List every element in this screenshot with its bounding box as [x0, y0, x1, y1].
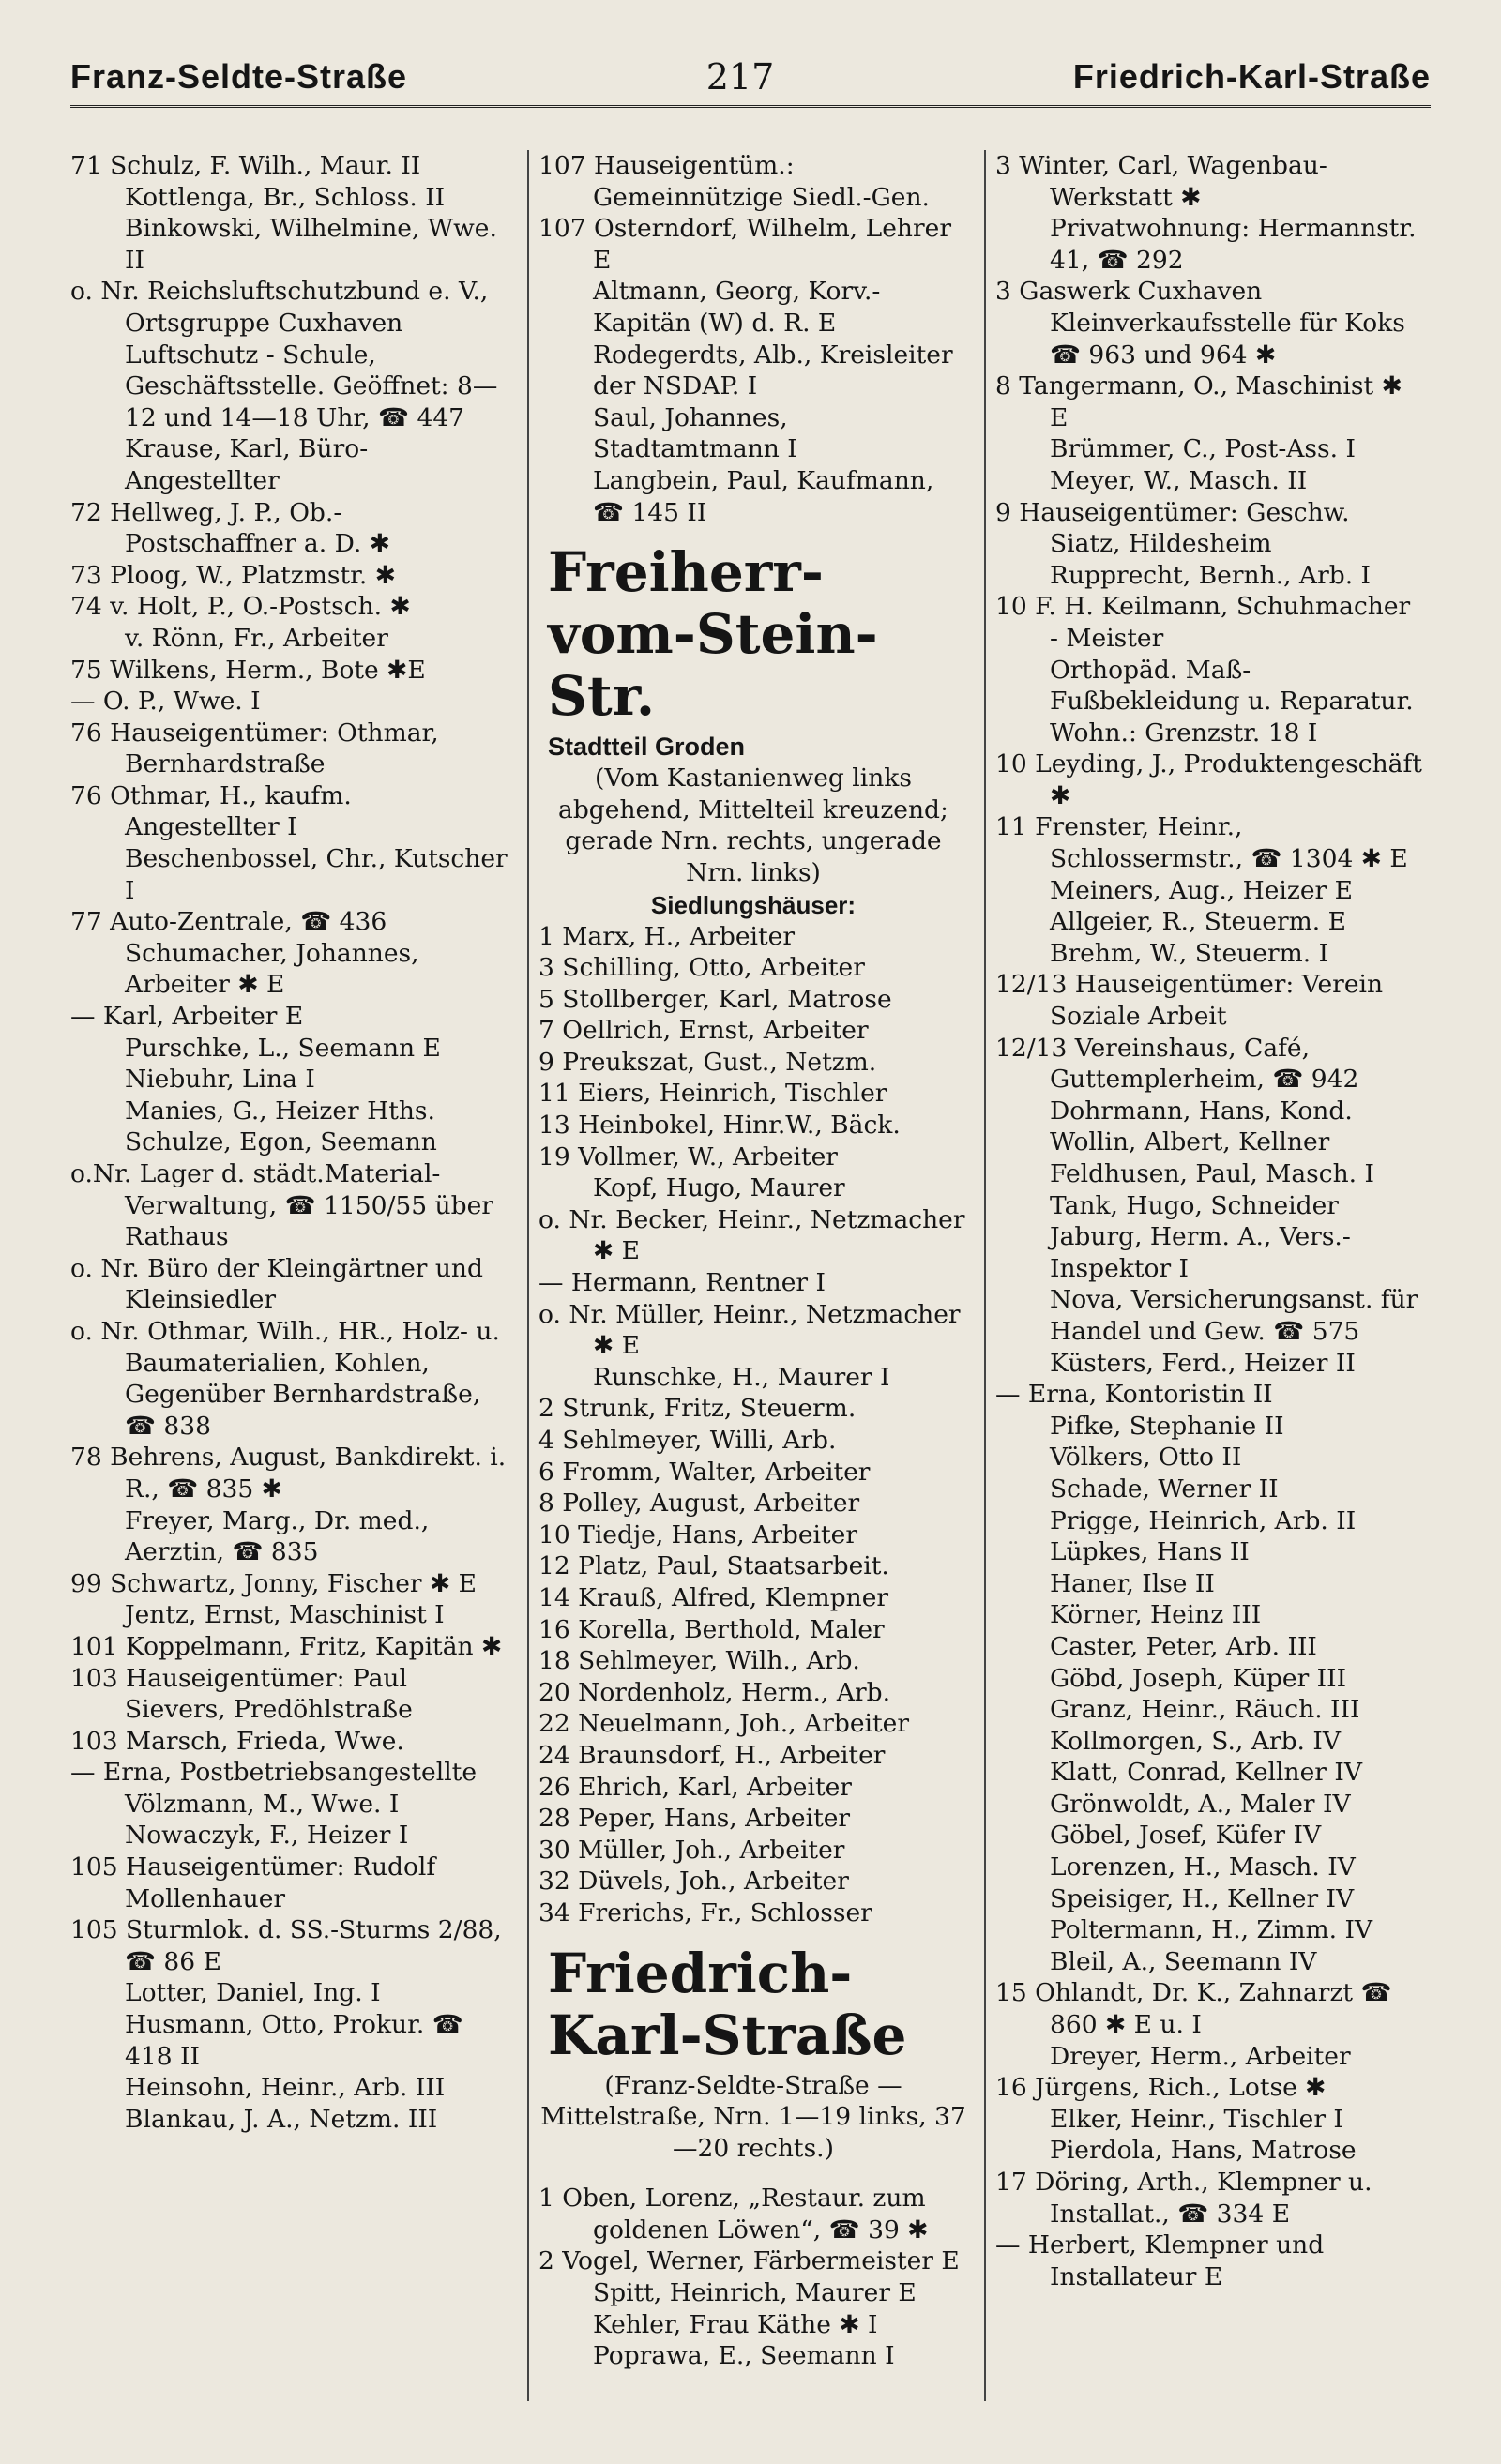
directory-entry: 107 Osterndorf, Wilhelm, Lehrer E [538, 214, 951, 275]
directory-entry: o. Nr. Reichsluftschutzbund e. V., Ortsgruppe Cuxhaven [70, 277, 489, 338]
header-right-street: Friedrich-Karl-Straße [1072, 57, 1431, 96]
directory-entry: 11 Frenster, Heinr., Schlossermstr., ☎ 1304 ✱ E [995, 812, 1408, 874]
directory-entry: 4 Sehlmeyer, Willi, Arb. [538, 1426, 837, 1455]
directory-entry: 16 Jürgens, Rich., Lotse ✱ [995, 2073, 1327, 2103]
street-title-freiherr-vom-stein: Freiherr-vom-Stein-Str. [548, 540, 878, 729]
friedrich-karl-entries [538, 2183, 968, 2372]
directory-entry: 14 Krauß, Alfred, Klempner [538, 1582, 889, 1612]
directory-entry: Heinsohn, Heinr., Arb. III [125, 2073, 446, 2103]
directory-entry: 28 Peper, Hans, Arbeiter [538, 1804, 851, 1834]
directory-entry: — Erna, Postbetriebsangestellte [70, 1758, 478, 1788]
freiherr-vom-stein-entries [538, 921, 968, 1929]
directory-entry: Jentz, Ernst, Maschinist I [125, 1600, 445, 1630]
directory-entry: 105 Sturmlok. d. SS.-Sturms 2/88, ☎ 86 E [70, 1915, 502, 1976]
directory-entry: 12 Platz, Paul, Staatsarbeit. [538, 1551, 889, 1581]
directory-entry: Luftschutz - Schule, Geschäftsstelle. Geöffnet: 8—12 und 14—18 Uhr, ☎ 447 [125, 340, 498, 432]
directory-entry: Brehm, W., Steuerm. I [1050, 938, 1329, 968]
directory-entry: 32 Düvels, Joh., Arbeiter [538, 1867, 849, 1897]
column-2-top-entries [538, 150, 968, 528]
directory-entry: 76 Hauseigentümer: Othmar, Bernhardstraße [70, 718, 439, 779]
directory-entry: Runschke, H., Maurer I [593, 1362, 890, 1392]
directory-entry: Orthopäd. Maß-Fußbekleidung u. Reparatur. Wohn.: Grenzstr. 18 I [1050, 655, 1414, 748]
directory-entry: 6 Fromm, Walter, Arbeiter [538, 1457, 871, 1487]
directory-entry: 1 Oben, Lorenz, „Restaur. zum goldenen Löwen“, ☎ 39 ✱ [538, 2184, 929, 2245]
directory-entry: Kehler, Frau Käthe ✱ I [593, 2309, 878, 2339]
directory-entry: Manies, G., Heizer Hths. [125, 1096, 435, 1126]
directory-entry: Wollin, Albert, Kellner [1050, 1127, 1330, 1157]
directory-entry: Bleil, A., Seemann IV [1050, 1946, 1317, 1976]
directory-entry: 3 Winter, Carl, Wagenbau-Werkstatt ✱ [995, 151, 1327, 212]
directory-entry: Speisiger, H., Kellner IV [1050, 1883, 1355, 1913]
directory-entry: Lorenzen, H., Masch. IV [1050, 1852, 1356, 1882]
district-label: Stadtteil Groden [548, 733, 746, 762]
directory-entry: Meiners, Aug., Heizer E [1050, 875, 1353, 905]
directory-entry: Allgeier, R., Steuerm. E [1050, 907, 1346, 937]
directory-entry: 99 Schwartz, Jonny, Fischer ✱ E [70, 1568, 477, 1598]
directory-entry: Schulze, Egon, Seemann [125, 1127, 437, 1157]
directory-entry: Niebuhr, Lina I [125, 1065, 315, 1095]
directory-entry: — Herbert, Klempner und Installateur E [995, 2230, 1325, 2291]
directory-entry: Poltermann, H., Zimm. IV [1050, 1915, 1373, 1945]
directory-entry: 26 Ehrich, Karl, Arbeiter [538, 1772, 852, 1802]
directory-entry: o.Nr. Lager d. städt.Material-Verwaltung, ☎ 1150/55 über Rathaus [70, 1159, 493, 1252]
directory-entry: 10 F. H. Keilmann, Schuhmacher - Meister [995, 592, 1411, 653]
directory-entry: Rupprecht, Bernh., Arb. I [1050, 560, 1372, 590]
directory-entry: 105 Hauseigentümer: Rudolf Mollenhauer [70, 1852, 436, 1913]
directory-entry: 76 Othmar, H., kaufm. Angestellter I [70, 780, 352, 842]
directory-entry: 8 Tangermann, O., Maschinist ✱ E [995, 371, 1402, 432]
directory-entry: 18 Sehlmeyer, Wilh., Arb. [538, 1646, 860, 1676]
directory-entry: Dohrmann, Hans, Kond. [1050, 1096, 1353, 1126]
directory-entry: Küsters, Ferd., Heizer II [1050, 1348, 1356, 1378]
street-description: (Vom Kastanienweg links abgehend, Mittelteil kreuzend; gerade Nrn. rechts, ungerade Nrn. links) [558, 763, 948, 887]
street-title-friedrich-karl: Friedrich-Karl-Straße [548, 1941, 907, 2067]
directory-entry: 17 Döring, Arth., Klempner u. Installat., ☎ 334 E [995, 2168, 1372, 2229]
directory-entry: Klatt, Conrad, Kellner IV [1050, 1758, 1362, 1788]
directory-entry: 74 v. Holt, P., O.-Postsch. ✱ [70, 592, 411, 622]
directory-entry: 71 Schulz, F. Wilh., Maur. II [70, 151, 421, 180]
directory-entry: Rodegerdts, Alb., Kreisleiter der NSDAP. I [593, 340, 953, 401]
directory-entry: 2 Strunk, Fritz, Steuerm. [538, 1394, 857, 1424]
directory-entry: 20 Nordenholz, Herm., Arb. [538, 1677, 891, 1707]
directory-entry: Pifke, Stephanie II [1050, 1411, 1284, 1441]
directory-entry: Saul, Johannes, Stadtamtmann I [593, 402, 797, 464]
directory-entry: 16 Korella, Berthold, Maler [538, 1614, 885, 1644]
directory-entry: o. Nr. Othmar, Wilh., HR., Holz- u. Baumaterialien, Kohlen, Gegenüber Bernhardstraße, ☎ 838 [70, 1316, 500, 1441]
directory-entry: 1 Marx, H., Arbeiter [538, 921, 795, 951]
directory-entry: 5 Stollberger, Karl, Matrose [538, 984, 892, 1014]
directory-entry: 101 Koppelmann, Fritz, Kapitän ✱ [70, 1631, 503, 1661]
directory-entry: 75 Wilkens, Herm., Bote ✱E [70, 655, 426, 685]
page-number: 217 [705, 56, 775, 98]
directory-entry: 73 Ploog, W., Platzmstr. ✱ [70, 560, 396, 590]
directory-entry: 30 Müller, Joh., Arbeiter [538, 1835, 845, 1865]
directory-entry: Elker, Heinr., Tischler I [1050, 2104, 1343, 2134]
directory-entry: Poprawa, E., Seemann I [593, 2341, 895, 2371]
directory-entry: 34 Frerichs, Fr., Schlosser [538, 1897, 872, 1927]
directory-entry: Binkowski, Wilhelmine, Wwe. II [125, 214, 497, 275]
directory-entry: Göbd, Joseph, Küper III [1050, 1663, 1347, 1693]
directory-entry: 77 Auto-Zentrale, ☎ 436 [70, 907, 387, 937]
directory-entry: Grönwoldt, A., Maler IV [1050, 1789, 1351, 1819]
directory-entry: Lüpkes, Hans II [1050, 1537, 1250, 1567]
directory-entry: 15 Ohlandt, Dr. K., Zahnarzt ☎ 860 ✱ E u. I [995, 1978, 1392, 2040]
header-left-street: Franz-Seldte-Straße [70, 57, 408, 96]
directory-entry: o. Nr. Becker, Heinr., Netzmacher ✱ E [538, 1204, 965, 1266]
directory-entry: 107 Hauseigentüm.: Gemeinnützige Siedl.-Gen. [538, 151, 930, 212]
directory-entry: 22 Neuelmann, Joh., Arbeiter [538, 1709, 909, 1739]
directory-entry: Nova, Versicherungsanst. für Handel und Gew. ☎ 575 [1050, 1285, 1418, 1346]
directory-entry: 24 Braunsdorf, H., Arbeiter [538, 1740, 886, 1770]
directory-entry: 2 Vogel, Werner, Färbermeister E [538, 2246, 960, 2276]
directory-entry: Schumacher, Johannes, Arbeiter ✱ E [125, 938, 419, 1000]
directory-entry: 13 Heinbokel, Hinr.W., Bäck. [538, 1111, 901, 1141]
directory-entry: Caster, Peter, Arb. III [1050, 1631, 1317, 1661]
directory-entry: Dreyer, Herm., Arbeiter [1050, 2041, 1351, 2071]
directory-entry: 103 Hauseigentümer: Paul Sievers, Predöhlstraße [70, 1663, 413, 1725]
directory-entry: 103 Marsch, Frieda, Wwe. [70, 1726, 404, 1756]
directory-entry: Körner, Heinz III [1050, 1600, 1262, 1630]
directory-entry: Purschke, L., Seemann E [125, 1033, 441, 1063]
directory-entry: Granz, Heinr., Räuch. III [1050, 1695, 1360, 1725]
directory-entry: Feldhusen, Paul, Masch. I [1050, 1159, 1374, 1188]
directory-entry: Krause, Karl, Büro-Angestellter [125, 434, 369, 495]
directory-entry: 78 Behrens, August, Bankdirekt. i. R., ☎ 835 ✱ [70, 1443, 507, 1504]
directory-entry: Freyer, Marg., Dr. med., Aerztin, ☎ 835 [125, 1505, 430, 1567]
directory-entry: 11 Eiers, Heinrich, Tischler [538, 1079, 887, 1109]
directory-entry: Lotter, Daniel, Ing. I [125, 1978, 381, 2008]
directory-entry: Jaburg, Herm. A., Vers.-Inspektor I [1050, 1222, 1351, 1283]
directory-entry: Tank, Hugo, Schneider [1050, 1190, 1339, 1220]
directory-entry: Völkers, Otto II [1050, 1443, 1242, 1473]
directory-entry: Altmann, Georg, Korv.-Kapitän (W) d. R. E [593, 277, 881, 338]
directory-entry: 10 Tiedje, Hans, Arbeiter [538, 1519, 858, 1549]
directory-entry: 9 Hauseigentümer: Geschw. Siatz, Hildesheim [995, 497, 1350, 559]
directory-entry: 7 Oellrich, Ernst, Arbeiter [538, 1016, 869, 1046]
directory-entry: Blankau, J. A., Netzm. III [125, 2104, 438, 2134]
directory-entry: 12/13 Hauseigentümer: Verein Soziale Arbeit [995, 970, 1384, 1032]
directory-entry: Nowaczyk, F., Heizer I [125, 1821, 409, 1851]
directory-columns [70, 150, 1426, 2401]
directory-entry: — Hermann, Rentner I [538, 1268, 826, 1298]
directory-entry: Kollmorgen, S., Arb. IV [1050, 1726, 1342, 1756]
directory-entry: — O. P., Wwe. I [70, 687, 261, 717]
directory-entry: v. Rönn, Fr., Arbeiter [125, 623, 388, 653]
subheading-siedlungshaeuser: Siedlungshäuser: [650, 890, 857, 919]
directory-entry: Völzmann, M., Wwe. I [125, 1789, 400, 1819]
directory-entry: o. Nr. Müller, Heinr., Netzmacher ✱ E [538, 1299, 961, 1361]
directory-entry: Pierdola, Hans, Matrose [1050, 2136, 1357, 2166]
directory-entry: 12/13 Vereinshaus, Café, Guttemplerheim, ☎ 942 [995, 1033, 1359, 1095]
directory-entry: Husmann, Otto, Prokur. ☎ 418 II [125, 2010, 463, 2071]
directory-entry: Haner, Ilse II [1050, 1568, 1215, 1598]
directory-entry: 3 Gaswerk Cuxhaven Kleinverkaufsstelle für Koks ☎ 963 und 964 ✱ [995, 277, 1405, 370]
column-1 [70, 150, 511, 2401]
directory-entry: o. Nr. Büro der Kleingärtner und Kleinsiedler [70, 1253, 483, 1315]
directory-entry: Kopf, Hugo, Maurer [593, 1173, 845, 1203]
column-3 [984, 150, 1425, 2401]
directory-entry: 8 Polley, August, Arbeiter [538, 1489, 860, 1519]
directory-entry: Beschenbossel, Chr., Kutscher I [125, 844, 508, 905]
directory-entry: — Erna, Kontoristin II [995, 1380, 1273, 1410]
directory-entry: 19 Vollmer, W., Arbeiter [538, 1141, 838, 1172]
directory-entry: 9 Preukszat, Gust., Netzm. [538, 1047, 877, 1077]
directory-entry: 72 Hellweg, J. P., Ob.-Postschaffner a. D. ✱ [70, 497, 390, 559]
running-header [70, 49, 1431, 108]
directory-entry: — Karl, Arbeiter E [70, 1002, 304, 1032]
directory-entry: Prigge, Heinrich, Arb. II [1050, 1505, 1357, 1535]
directory-entry: Meyer, W., Masch. II [1050, 465, 1308, 495]
directory-entry: Langbein, Paul, Kaufmann, ☎ 145 II [593, 465, 934, 527]
directory-entry: Göbel, Josef, Küfer IV [1050, 1821, 1322, 1851]
directory-entry: Kottlenga, Br., Schloss. II [125, 182, 446, 212]
directory-entry: Schade, Werner II [1050, 1474, 1279, 1504]
column-2 [527, 150, 968, 2401]
directory-entry: 10 Leyding, J., Produktengeschäft ✱ [995, 749, 1422, 810]
street-description: (Franz-Seldte-Straße — Mittelstraße, Nrn. 1—19 links, 37—20 rechts.) [540, 2070, 966, 2163]
directory-entry: Privatwohnung: Hermannstr. 41, ☎ 292 [1050, 214, 1417, 275]
directory-entry: Spitt, Heinrich, Maurer E [593, 2278, 917, 2308]
directory-entry: 3 Schilling, Otto, Arbeiter [538, 953, 865, 983]
directory-entry: Brümmer, C., Post-Ass. I [1050, 434, 1356, 464]
